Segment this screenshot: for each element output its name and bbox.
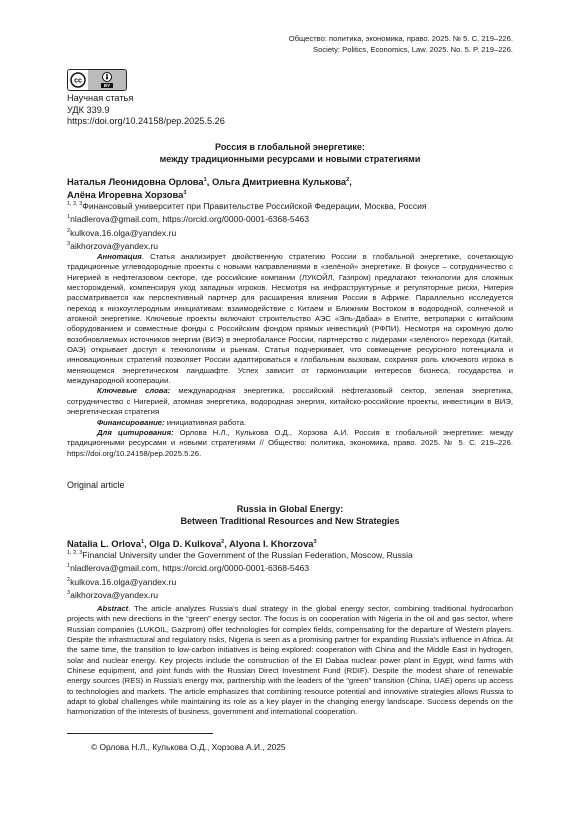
- email-1[interactable]: nladlerova@gmail.com, https://orcid.org/0000-0001-6368-5463: [70, 214, 310, 225]
- authors-ru: Наталья Леонидовна Орлова$^1$, Ольга Дмитриевна Кулькова$^2$, Алёна Игоревна Хорзова$^3$: [67, 176, 352, 200]
- journal-header-en: Society: Politics, Economics, Law. 2025. No. 5. P. 219–226.: [313, 45, 513, 54]
- en-title-line-1: Russia in Global Energy:: [236, 504, 344, 514]
- cite-text: Орлова Н.Л., Кулькова О.Д., Хорзова А.И. Россия в глобальной энергетике: между традиционными ресурсами и новыми стратегиями // Общество: политика, экономика, право. 2025. № 5. С. 219–226. https://doi.org/10.24158/pep.2025.5.26.: [67, 427, 513, 458]
- svg-text:cc: cc: [74, 77, 82, 85]
- email-2[interactable]: kulkova.16.olga@yandex.ru: [70, 227, 177, 238]
- en-abstract-label: Abstract: [97, 604, 129, 613]
- en-email-1-sup: 1: [67, 563, 71, 570]
- en-affiliation-text: Financial University under the Government of the Russian Federation, Moscow, Russia: [82, 549, 413, 560]
- cc-logo-icon: [68, 70, 88, 90]
- en-email-3[interactable]: aikhorzova@yandex.ru: [70, 589, 159, 600]
- original-article-label: Original article: [67, 480, 125, 490]
- person-icon: [102, 72, 112, 82]
- en-email-2-sup: 2: [67, 576, 71, 583]
- en-author-3-sup: 3: [313, 539, 317, 545]
- email-1-sup: 1: [67, 214, 71, 221]
- journal-header: [289, 33, 513, 55]
- keywords-label: Ключевые слова:: [97, 386, 171, 396]
- title-line-1: Россия в глобальной энергетике:: [215, 142, 365, 152]
- udk: УДК 339.9: [67, 104, 110, 115]
- abstract-en: [67, 604, 513, 718]
- english-title: [67, 504, 513, 527]
- abstract-label: Аннотация: [97, 252, 142, 261]
- email-2-sup: 2: [67, 227, 71, 234]
- author-1-sup: 1: [203, 177, 207, 183]
- en-author-3: Alyona I. Khorzova: [229, 538, 314, 550]
- abstract-ru: [67, 252, 513, 459]
- funding-label: Финансирование:: [97, 417, 165, 427]
- en-email-1[interactable]: nladlerova@gmail.com, https://orcid.org/0000-0001-6368-5463: [70, 563, 310, 574]
- cc-by-icon[interactable]: [67, 69, 127, 91]
- journal-header-ru: Общество: политика, экономика, право. 2025. № 5. С. 219–226.: [288, 34, 513, 43]
- by-label: BY: [101, 83, 113, 88]
- en-email-3-sup: 3: [67, 589, 71, 596]
- title-line-2: между традиционными ресурсами и новыми стратегиями: [159, 153, 421, 164]
- funding-text: инициативная работа.: [164, 417, 247, 427]
- en-author-2: Olga D. Kulkova: [149, 538, 222, 550]
- footnote-divider: [67, 733, 213, 734]
- page-title: [67, 142, 513, 165]
- copyright-footnote: © Орлова Н.Л., Кулькова О.Д., Хорзова А.И., 2025: [91, 742, 286, 752]
- aff-sup: 1, 2, 3: [67, 201, 83, 207]
- doi-link[interactable]: https://doi.org/10.24158/pep.2025.5.26: [67, 116, 225, 126]
- affiliation-en: [67, 548, 513, 601]
- en-author-1-sup: 1: [140, 539, 145, 545]
- article-meta: [67, 93, 225, 128]
- article-type: Научная статья: [67, 93, 134, 103]
- author-3-sup: 3: [183, 189, 187, 196]
- en-author-2-sup: 2: [221, 539, 225, 545]
- email-3[interactable]: aikhorzova@yandex.ru: [70, 240, 159, 251]
- en-author-1: Natalia L. Orlova: [67, 538, 141, 550]
- authors-en: Natalia L. Orlova$^1$, Olga D. Kulkova$^2$, Alyona I. Khorzova$^3$: [67, 538, 317, 550]
- author-1: Наталья Леонидовна Орлова: [67, 176, 204, 188]
- author-2: Ольга Дмитриевна Кулькова: [211, 176, 347, 188]
- author-2-sup: 2: [346, 177, 350, 183]
- cite-label: Для цитирования:: [97, 427, 174, 437]
- keywords-text: международная энергетика, российский нефтегазовый сектор, зеленая энергетика, сотрудничество с Нигерией, атомная энергетика, водородная энергия, китайско-российские проекты, инвестиции в ВИЭ, энергетическая стратегия: [67, 386, 514, 417]
- author-3: Алёна Игоревна Хорзова: [67, 188, 184, 200]
- affiliation-ru: [67, 199, 513, 252]
- affiliation-text: Финансовый университет при Правительстве Российской Федерации, Москва, Россия: [82, 200, 427, 211]
- en-aff-sup: 1, 2, 3: [67, 550, 83, 556]
- en-title-line-2: Between Traditional Resources and New Strategies: [180, 515, 400, 526]
- email-3-sup: 3: [67, 240, 71, 247]
- abstract-text: . Статья анализирует двойственную стратегию России в глобальной энергетике, сочетающую традиционные углеводородные проекты с новыми направлениями в «зелёной» энергетике. В фокусе – сотрудничество с Нигерией в нефтегазовом секторе, где российские компании (ЛУКОЙЛ, Газпром) предлагают технологии для сложных месторождений, компенсируя уход западных игроков. Несмотря на инфраструктурные и регуляторные риски, Нигерия рассматривается как перспективный партнер для расширения влияния России в Африке. Параллельно исследуется переход к низкоуглеродным инициативам: взаимодействие с Китаем и Ближним Востоком в водородной, солнечной и атомной энергетике. Ключевые проекты включают строительство АЭС «Эль-Дабаа» в Египте, ветропарки с китайским оборудованием и совместные фонды с Российским фондом прямых инвестиций (РФПИ). Несмотря на скромную долю возобновляемых источников энергии (ВИЭ) в энергобалансе России, партнерство с лидерами «зелёного» перехода (Китай, ОАЭ) открывает доступ к технологиям и рынкам. Статья подчеркивает, что совмещение ресурсного потенциала и инновационных стратегий позволяет России адаптироваться к глобальным вызовам, сохраняя роль ключевого игрока в меняющемся энергетическом ландшафте. Успех зависит от гармонизации интересов бизнеса, государства и международной кооперации.: [67, 252, 513, 386]
- en-email-2[interactable]: kulkova.16.olga@yandex.ru: [70, 576, 177, 587]
- en-abstract-text: . The article analyzes Russia's dual strategy in the global energy sector, combining traditional hydrocarbon projects with new directions in the “green” energy sector. The focus is on cooperation with Nigeria in the oil and gas sector, where Russian companies (LUKOIL, Gazprom) offer technologies for complex fields, compensating for the departure of Western players. Despite the infrastructural and regulatory risks, Nigeria is seen as a promising partner for expanding Russia's influence in Africa. At the same time, the transition to low-carbon initiatives is being explored: cooperation with China and the Middle East in hydrogen, solar and nuclear energy. Key projects include the construction of the El Dabaa nuclear power plant in Egypt, wind farms with Chinese equipment, and joint funds with the Russian Direct Investment Fund (RDIF). Despite the modest share of renewable energy sources (RES) in Russia's energy mix, partnership with the leaders of the “green” transition (China, UAE) opens up access to technologies and markets. The article emphasizes that combining resource potential and innovative strategies allows Russia to adapt to global challenges while maintaining its role as a key player in the changing energy landscape. Success depends on the harmonization of the interests of business, government and international cooperation.: [67, 604, 513, 717]
